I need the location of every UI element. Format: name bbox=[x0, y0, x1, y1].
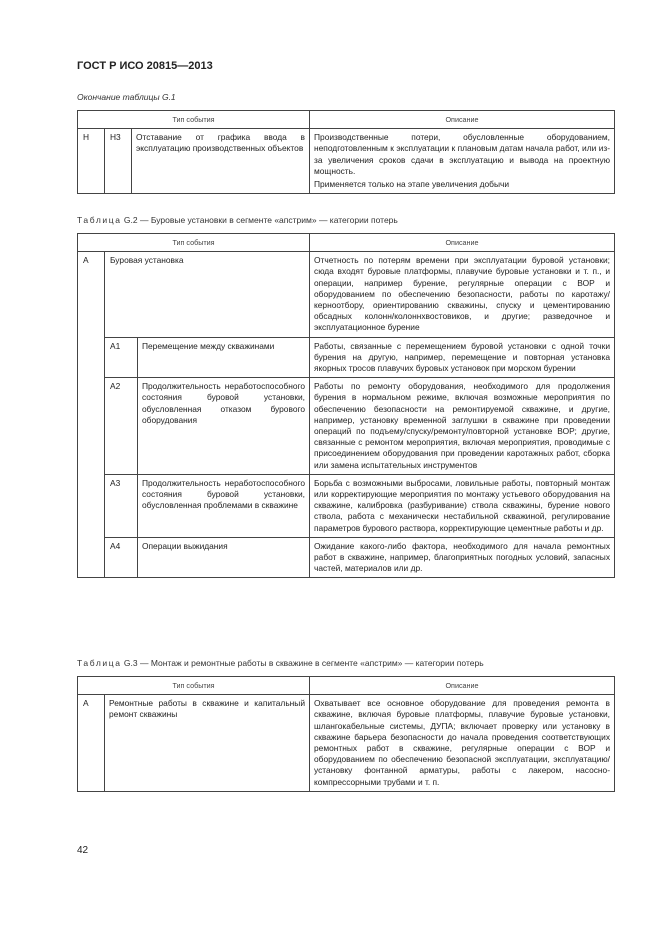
page-number: 42 bbox=[77, 845, 89, 856]
table-g2 bbox=[77, 233, 615, 578]
event-cell: Перемещение между скважинами bbox=[138, 337, 310, 378]
caption-text: G.3 — Монтаж и ремонтные работы в скважине в сегменте «апстрим» — категории потерь bbox=[121, 658, 484, 668]
table-g3 bbox=[77, 676, 615, 792]
group-description-cell: Отчетность по потерям времени при эксплуатации буровой установки; сюда входят буровые платформы, плавучие буровые установки и т. п., и операции, например бурение, регулярные операции с ВОР и оборудованием по обеспечению безопасности, работы по каротажу/керноотбору, ориентированию скважины, спуску и цементированию обсадных колонн/колоннхвостовиков, и другие; разведочное и эксплуатационное бурение bbox=[310, 252, 615, 337]
table-row bbox=[78, 537, 615, 578]
event-cell: Ремонтные работы в скважине и капитальный ремонт скважины bbox=[105, 695, 310, 792]
code-cell: А1 bbox=[105, 337, 138, 378]
description-cell: Охватывает все основное оборудование для проведения ремонта в скважине, включая буровые платформы, плавучие буровые установки, шлангокабельные системы, ДУПА; включает проверку или установку в скважине барьера безопасности до начала проведения соответствующих ремонтных работ в скважине, регулярные операции с ВОР и оборудованием по обеспечению безопасной эксплуатации, эксплуатацию/установку фонтанной арматуры, работы с лакером, насосно-компрессорными трубами и т. п. bbox=[310, 695, 615, 792]
code-cell: А bbox=[78, 695, 105, 792]
code-cell: А2 bbox=[105, 378, 138, 475]
table-row bbox=[78, 252, 615, 337]
caption-text: G.2 — Буровые установки в сегменте «апстрим» — категории потерь bbox=[121, 215, 398, 225]
table-row bbox=[78, 378, 615, 475]
group-code-cell: А bbox=[78, 252, 105, 578]
event-cell: Операции выжидания bbox=[138, 537, 310, 578]
description-cell: Работы по ремонту оборудования, необходимого для продолжения бурения в нормальном режиме, включая возможные мероприятия по обеспечению безопасности на ремонтируемой скважине, и другие, например, установку временной заглушки в скважине при проведении операций по подъему/спуску/ремонту/повторной установке ВОР; другие, связанные с ремонтом мероприятия, включая мероприятия, проводимые с присоединением оборудования при проведении каротажных работ, сборка или замена испытательных инструментов bbox=[310, 378, 615, 475]
group-event-cell: Буровая установка bbox=[105, 252, 310, 337]
description-cell: Борьба с возможными выбросами, ловильные работы, повторный монтаж или корректирующие мероприятия по монтажу устьевого оборудования на скважине, калибровка (разбуривание) ствола скважины, бурение нового ствола, работа с механически нестабильной скважиной, регулирование параметров бурового раствора, корректирующие цементные работы и др. bbox=[310, 474, 615, 537]
code-cell: Н3 bbox=[105, 129, 132, 194]
description-cell: Работы, связанные с перемещением буровой установки с одной точки бурения на другую, например, перемещение и повторная установка якорных тросов плавучих буровых установок при морском бурении bbox=[310, 337, 615, 378]
table-g1-col-event-type: Тип события bbox=[78, 111, 310, 129]
caption-prefix: Таблица bbox=[77, 658, 122, 668]
table-row bbox=[78, 337, 615, 378]
table-g2-caption bbox=[77, 215, 398, 225]
event-cell: Продолжительность неработоспособного состояния буровой установки, обусловленная отказом бурового оборудования bbox=[138, 378, 310, 475]
table-g2-col-description: Описание bbox=[310, 234, 615, 252]
description-cell: Ожидание какого-либо фактора, необходимого для начала ремонтных работ в скважине, например, благоприятных погодных условий, запасных частей, материалов или др. bbox=[310, 537, 615, 578]
table-g1-col-description: Описание bbox=[310, 111, 615, 129]
description-cell bbox=[310, 129, 615, 194]
table-row bbox=[78, 695, 615, 792]
table-g3-caption bbox=[77, 658, 484, 668]
code-cell: А4 bbox=[105, 537, 138, 578]
event-cell: Отставание от графика ввода в эксплуатацию производственных объектов bbox=[132, 129, 310, 194]
event-cell: Продолжительность неработоспособного состояния буровой установки, обусловленная проблемами в скважине bbox=[138, 474, 310, 537]
code-cell: Н bbox=[78, 129, 105, 194]
table-g1 bbox=[77, 110, 615, 194]
caption-prefix: Таблица bbox=[77, 215, 122, 225]
table-g3-col-description: Описание bbox=[310, 677, 615, 695]
document-header: ГОСТ Р ИСО 20815—2013 bbox=[77, 60, 213, 72]
table-g3-col-event-type: Тип события bbox=[78, 677, 310, 695]
table-g2-col-event-type: Тип события bbox=[78, 234, 310, 252]
table-row bbox=[78, 129, 615, 194]
table-g1-caption: Окончание таблицы G.1 bbox=[77, 92, 176, 102]
description-text: Производственные потери, обусловленные оборудованием, неподготовленным к эксплуатации к плановым датам начала работ, или из-за увеличения сроков сдачи в эксплуатацию и вывода на проектную мощность. bbox=[314, 132, 611, 176]
code-cell: А3 bbox=[105, 474, 138, 537]
note-text: Применяется только на этапе увеличения добычи bbox=[314, 179, 510, 190]
table-row bbox=[78, 474, 615, 537]
